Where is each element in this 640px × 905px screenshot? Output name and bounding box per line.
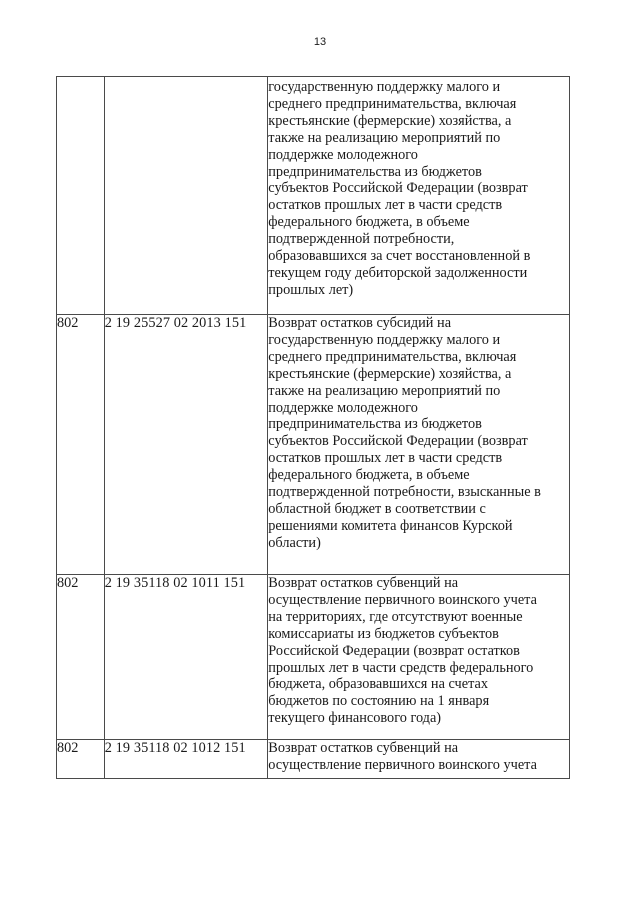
description-line: остатков прошлых лет в части средств (268, 197, 503, 214)
kbk-code-cell: 2 19 35118 02 1012 151 (104, 740, 268, 779)
description-line: поддержке молодежного (268, 399, 418, 416)
table-row (57, 575, 570, 740)
description-line: среднего предпринимательства, включая (268, 95, 517, 112)
description-line: среднего предпринимательства, включая (268, 348, 517, 365)
description-line: крестьянские (фермерские) хозяйства, а (268, 365, 512, 382)
kbk-code-cell (104, 77, 268, 315)
description-line: государственную поддержку малого и (268, 79, 501, 95)
description-line: Российской Федерации (возврат остатков (268, 642, 520, 659)
description-line: федерального бюджета, в объеме (268, 467, 470, 484)
kbk-code-cell: 2 19 35118 02 1011 151 (104, 575, 268, 740)
kbk-code-cell: 2 19 25527 02 2013 151 (104, 315, 268, 575)
description-line: подтвержденной потребности, (268, 231, 455, 248)
description-line: предпринимательства из бюджетов (268, 416, 482, 433)
description-line: государственную поддержку малого и (268, 331, 501, 348)
description-line: осуществление первичного воинского учета (268, 591, 537, 608)
description-cell (268, 77, 570, 315)
description-line: областной бюджет в соответствии с (268, 500, 486, 517)
description-line: также на реализацию мероприятий по (268, 382, 501, 399)
budget-codes-table (56, 76, 570, 779)
description-line: прошлых лет в части средств федерального (268, 659, 534, 676)
page-number: 13 (313, 36, 327, 48)
description-line: образовавшихся за счет восстановленной в (268, 248, 531, 265)
description-line: Возврат остатков субсидий на (268, 315, 452, 331)
description-cell (268, 315, 570, 575)
admin-code-cell (57, 77, 105, 315)
description-line: субъектов Российской Федерации (возврат (268, 180, 528, 197)
description-line: предпринимательства из бюджетов (268, 163, 482, 180)
description-line: текущего финансового года) (268, 710, 442, 727)
admin-code-cell: 802 (57, 740, 105, 779)
description-line: федерального бюджета, в объеме (268, 214, 470, 231)
description-line: также на реализацию мероприятий по (268, 129, 501, 146)
description-line: на территориях, где отсутствуют военные (268, 608, 523, 625)
description-line: решениями комитета финансов Курской (268, 517, 513, 534)
description-cell (268, 740, 570, 779)
description-line: подтвержденной потребности, взысканные в (268, 484, 541, 501)
description-line: Возврат остатков субвенций на (268, 575, 459, 591)
description-line: крестьянские (фермерские) хозяйства, а (268, 112, 512, 129)
description-line: Возврат остатков субвенций на (268, 740, 459, 756)
description-line: осуществление первичного воинского учета (268, 756, 537, 773)
description-line: поддержке молодежного (268, 146, 418, 163)
description-line: бюджетов по состоянию на 1 января (268, 693, 490, 710)
table-row (57, 77, 570, 315)
description-line: бюджета, образовавшихся на счетах (268, 676, 488, 693)
table-row (57, 315, 570, 575)
admin-code-cell: 802 (57, 315, 105, 575)
description-line: прошлых лет) (268, 281, 354, 298)
description-line: текущем году дебиторской задолженности (268, 264, 528, 281)
description-cell (268, 575, 570, 740)
admin-code-cell: 802 (57, 575, 105, 740)
description-line: остатков прошлых лет в части средств (268, 450, 503, 467)
description-line: субъектов Российской Федерации (возврат (268, 433, 528, 450)
description-line: комиссариаты из бюджетов субъектов (268, 625, 499, 642)
table-row (57, 740, 570, 779)
description-line: области) (268, 534, 321, 551)
